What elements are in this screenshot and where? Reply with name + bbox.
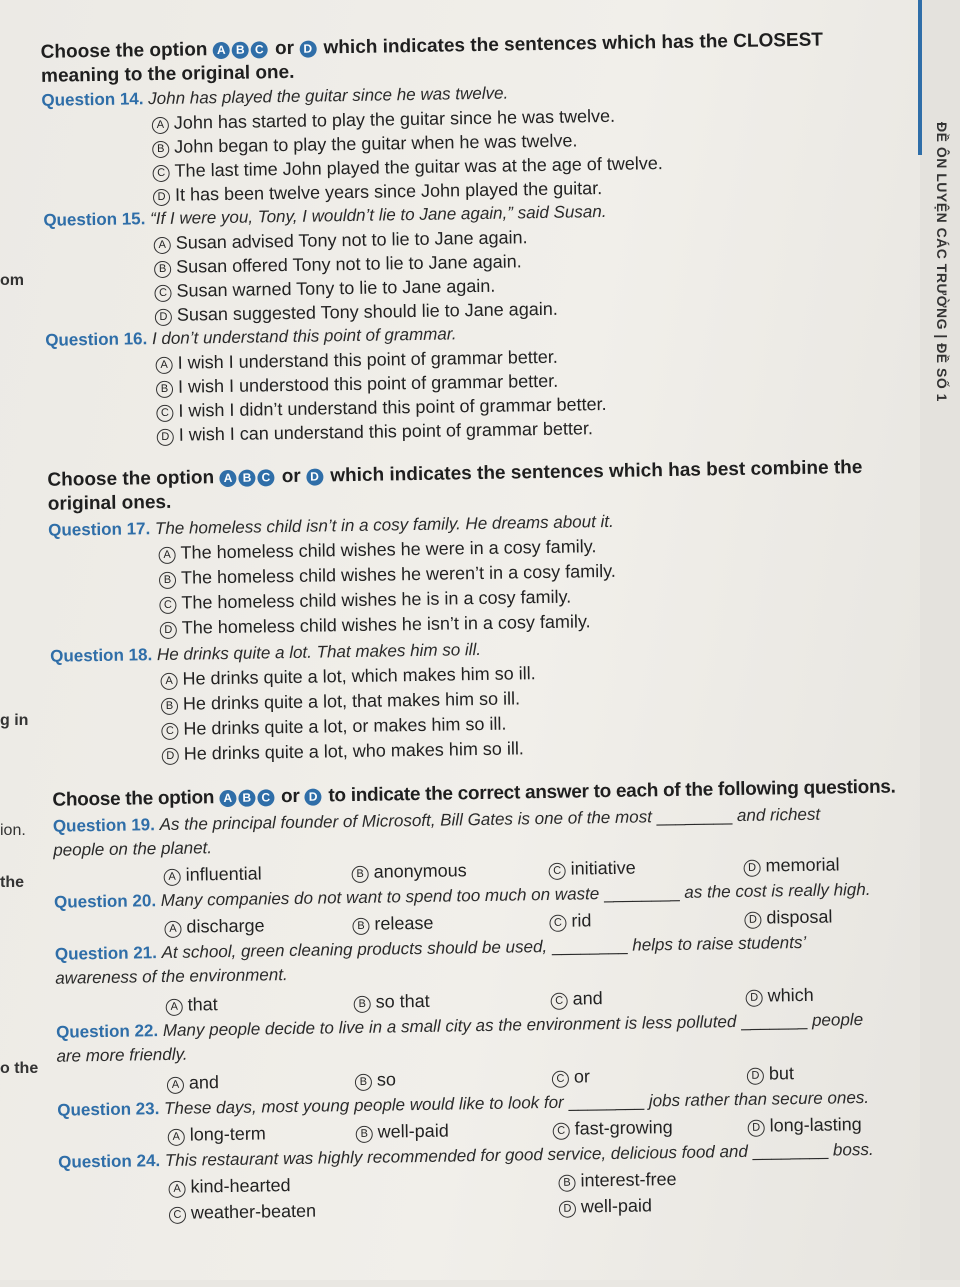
option-letter: B (159, 572, 176, 589)
option-letter: B (355, 1074, 372, 1091)
option-letter: B (352, 866, 369, 883)
option-text: and (188, 1072, 220, 1093)
option-text: rid (571, 910, 592, 931)
option-letter: D (748, 1120, 765, 1137)
option-letter: D (746, 990, 763, 1007)
question-text: He drinks quite a lot. That makes him so ill. (156, 639, 482, 665)
option-text: Susan offered Tony not to lie to Jane again. (175, 251, 522, 277)
instruction-text: Choose the option (52, 787, 215, 811)
question-number: Question 15. (43, 209, 146, 230)
option-letter: D (153, 189, 170, 206)
margin-fragment: om (0, 272, 24, 289)
option-letter: D (155, 309, 172, 326)
option-letter: C (159, 597, 176, 614)
question-text: John has played the guitar since he was twelve. (148, 83, 509, 109)
option-text: fast-growing (574, 1117, 673, 1139)
answer-option[interactable] (553, 1115, 673, 1141)
option-letter: B (354, 996, 371, 1013)
option-letter: C (169, 1207, 186, 1224)
option-c-badge: C (251, 41, 268, 58)
option-letter: A (156, 357, 173, 374)
option-text: and (572, 988, 603, 1009)
question-text: jobs rather than secure ones. (648, 1087, 870, 1111)
option-text: John has started to play the guitar since he was twelve. (173, 105, 616, 133)
question-text: Many people decide to live in a small city as the environment is less polluted (162, 1012, 737, 1041)
option-letter: C (549, 863, 566, 880)
option-text: well-paid (377, 1120, 449, 1142)
instruction-text: Choose the option (40, 39, 208, 63)
option-text: It has been twelve years since John played the guitar. (174, 178, 603, 205)
side-tab-label: ĐỀ ÔN LUYỆN CÁC TRƯỜNG | ĐỀ SỐ 1 (934, 122, 950, 402)
option-text: long-term (189, 1123, 266, 1145)
option-letter: D (157, 429, 174, 446)
option-text: The homeless child wishes he is in a cosy family. (181, 586, 572, 613)
question-number: Question 22. (55, 1021, 159, 1042)
option-letter: B (161, 698, 178, 715)
option-text: The homeless child wishes he weren’t in a cosy family. (180, 560, 616, 588)
option-letter: B (558, 1175, 575, 1192)
question-text: awareness of the environment. (55, 965, 288, 988)
answer-option[interactable] (548, 856, 635, 881)
option-text: disposal (766, 906, 833, 928)
answer-option[interactable] (549, 908, 591, 933)
instruction-or: or (281, 465, 301, 488)
instruction-or: or (280, 785, 300, 808)
answer-option[interactable] (169, 1199, 316, 1225)
answer-option[interactable] (744, 904, 832, 929)
option-text: John began to play the guitar when he was twelve. (174, 130, 578, 157)
option-c-badge: C (257, 469, 274, 486)
answer-option[interactable] (743, 852, 839, 878)
question-number: Question 20. (53, 891, 157, 912)
option-d-badge: D (299, 40, 316, 57)
answer-option[interactable] (164, 913, 264, 939)
option-letter: C (551, 993, 568, 1010)
option-text: memorial (765, 854, 840, 876)
option-text: long-lasting (769, 1114, 862, 1136)
option-letter: B (154, 261, 171, 278)
option-text: He drinks quite a lot, which makes him so ill. (182, 663, 536, 689)
answer-option[interactable] (559, 1193, 652, 1218)
question-text: This restaurant was highly recommended for good service, delicious food and (164, 1141, 749, 1171)
answer-blank[interactable]: ________ (603, 882, 680, 904)
option-text: which (767, 984, 814, 1006)
option-text: anonymous (373, 860, 467, 882)
question-number: Question 23. (57, 1099, 160, 1120)
question-text: These days, most young people would like to look for (163, 1092, 564, 1119)
question-number: Question 16. (45, 329, 148, 350)
option-letter: C (549, 915, 566, 932)
option-text: I wish I understand this point of grammar better. (177, 346, 558, 373)
option-text: discharge (186, 915, 265, 937)
question-number: Question 14. (41, 89, 144, 110)
option-letter: C (156, 405, 173, 422)
option-letter: A (168, 1129, 185, 1146)
option-text: I wish I can understand this point of grammar better. (178, 418, 594, 445)
option-d-badge: D (304, 789, 321, 806)
margin-fragment: o the (0, 1060, 39, 1077)
instruction-text: Choose the option (47, 467, 215, 491)
option-text: but (768, 1063, 795, 1084)
margin-fragment: ion. (0, 822, 26, 839)
question-number: Question 19. (52, 815, 156, 836)
option-text: that (187, 994, 218, 1015)
option-a-badge: A (213, 42, 230, 59)
option-text: I wish I didn’t understand this point of grammar better. (178, 393, 607, 421)
option-text: so (376, 1069, 397, 1090)
option-letter: D (743, 860, 760, 877)
question-text: As the principal founder of Microsoft, Bill Gates is one of the most (159, 807, 653, 835)
question-number: Question 18. (50, 645, 153, 666)
question-text: are more friendly. (56, 1044, 188, 1066)
answer-blank[interactable]: ________ (656, 806, 733, 827)
option-text: release (374, 912, 434, 934)
question-text: I don’t understand this point of grammar. (151, 324, 457, 349)
question-text: The homeless child isn’t in a cosy family. He dreams about it. (154, 511, 614, 539)
margin-fragment: g in (0, 712, 29, 729)
answer-option[interactable] (558, 1167, 676, 1193)
answer-option[interactable] (168, 1121, 266, 1147)
answer-option[interactable] (167, 1070, 219, 1095)
option-letter: A (152, 117, 169, 134)
option-letter: A (164, 921, 181, 938)
question-text: people (811, 1010, 864, 1030)
answer-blank[interactable]: _______ (740, 1010, 808, 1031)
answer-option[interactable] (168, 1173, 290, 1199)
instruction-text: which indicates the sentences which has best combine the original ones. (47, 456, 863, 515)
option-text: well-paid (580, 1195, 653, 1217)
option-text: initiative (570, 857, 636, 879)
instruction-or: or (274, 37, 295, 60)
answer-blank[interactable]: ________ (551, 935, 628, 956)
answer-option[interactable] (352, 911, 433, 936)
option-letter: C (553, 1123, 570, 1140)
option-text: Susan warned Tony to lie to Jane again. (176, 275, 496, 301)
answer-option[interactable] (356, 1119, 449, 1144)
question-text: helps to raise students’ (632, 932, 807, 955)
option-letter: C (161, 723, 178, 740)
option-letter: D (559, 1201, 576, 1218)
option-letter: C (154, 285, 171, 302)
answer-blank[interactable]: ________ (568, 1091, 645, 1112)
option-text: influential (185, 863, 262, 885)
option-text: The homeless child wishes he isn’t in a cosy family. (181, 611, 591, 638)
option-text: He drinks quite a lot, who makes him so ill. (183, 738, 525, 764)
option-letter: D (747, 1068, 764, 1085)
answer-option[interactable] (552, 1064, 590, 1089)
answer-option[interactable] (745, 983, 813, 1008)
option-letter: A (167, 1077, 184, 1094)
option-text: or (573, 1066, 591, 1087)
option-text: He drinks quite a lot, that makes him so ill. (182, 688, 521, 714)
instruction-text: which indicates the sentences which has the CLOSEST meaning to the original one. (40, 29, 824, 87)
answer-option[interactable] (747, 1061, 794, 1086)
answer-option[interactable] (550, 986, 602, 1011)
option-letter: A (154, 237, 171, 254)
option-text: Susan advised Tony not to lie to Jane again. (175, 227, 528, 253)
option-letter: B (152, 141, 169, 158)
option-b-badge: B (238, 470, 255, 487)
option-text: interest-free (580, 1168, 677, 1191)
option-letter: A (164, 869, 181, 886)
question-number: Question 24. (58, 1151, 161, 1172)
option-letter: B (356, 1126, 373, 1143)
option-letter: C (152, 165, 169, 182)
option-text: He drinks quite a lot, or makes him so ill. (183, 713, 507, 739)
question-text: boss. (832, 1139, 874, 1160)
margin-fragment: the (0, 874, 24, 891)
option-text: so that (375, 990, 430, 1012)
answer-option[interactable] (163, 861, 261, 887)
question-text: as the cost is really high. (684, 879, 871, 902)
option-letter: D (160, 622, 177, 639)
option-letter: B (352, 918, 369, 935)
option-text: The last time John played the guitar was at the age of twelve. (174, 153, 663, 181)
question-number: Question 17. (48, 519, 151, 540)
question-text: At school, green cleaning products should be used, (161, 936, 548, 963)
option-text: weather-beaten (190, 1200, 317, 1223)
option-letter: D (744, 912, 761, 929)
option-b-badge: B (232, 42, 249, 59)
option-c-badge: C (257, 789, 274, 806)
option-letter: C (552, 1071, 569, 1088)
option-text: I wish I understood this point of grammar better. (177, 370, 559, 397)
answer-option[interactable] (166, 992, 218, 1017)
question-text: “If I were you, Tony, I wouldn’t lie to Jane again,” said Susan. (149, 201, 607, 229)
option-text: The homeless child wishes he were in a cosy family. (180, 536, 597, 563)
instruction-text: to indicate the correct answer to each of the following questions. (328, 776, 896, 807)
answer-option[interactable] (355, 1067, 396, 1092)
answer-blank[interactable]: ________ (752, 1140, 829, 1161)
question-text: people on the planet. (53, 838, 213, 860)
question-text: Many companies do not want to spend too much on waste (160, 884, 600, 911)
option-b-badge: B (238, 790, 255, 807)
answer-option[interactable] (747, 1112, 861, 1138)
option-text: Susan suggested Tony should lie to Jane again. (176, 298, 558, 325)
option-letter: D (162, 748, 179, 765)
option-letter: A (160, 673, 177, 690)
option-letter: A (159, 547, 176, 564)
option-text: kind-hearted (190, 1175, 291, 1197)
option-letter: A (168, 1181, 185, 1198)
question-number: Question 21. (54, 943, 158, 964)
answer-option[interactable] (351, 858, 466, 884)
option-a-badge: A (219, 790, 236, 807)
option-letter: A (166, 999, 183, 1016)
option-a-badge: A (219, 470, 236, 487)
answer-option[interactable] (353, 989, 429, 1014)
option-letter: B (156, 381, 173, 398)
option-d-badge: D (306, 468, 323, 485)
question-text: and richest (736, 804, 821, 825)
answer-option[interactable] (162, 736, 524, 766)
